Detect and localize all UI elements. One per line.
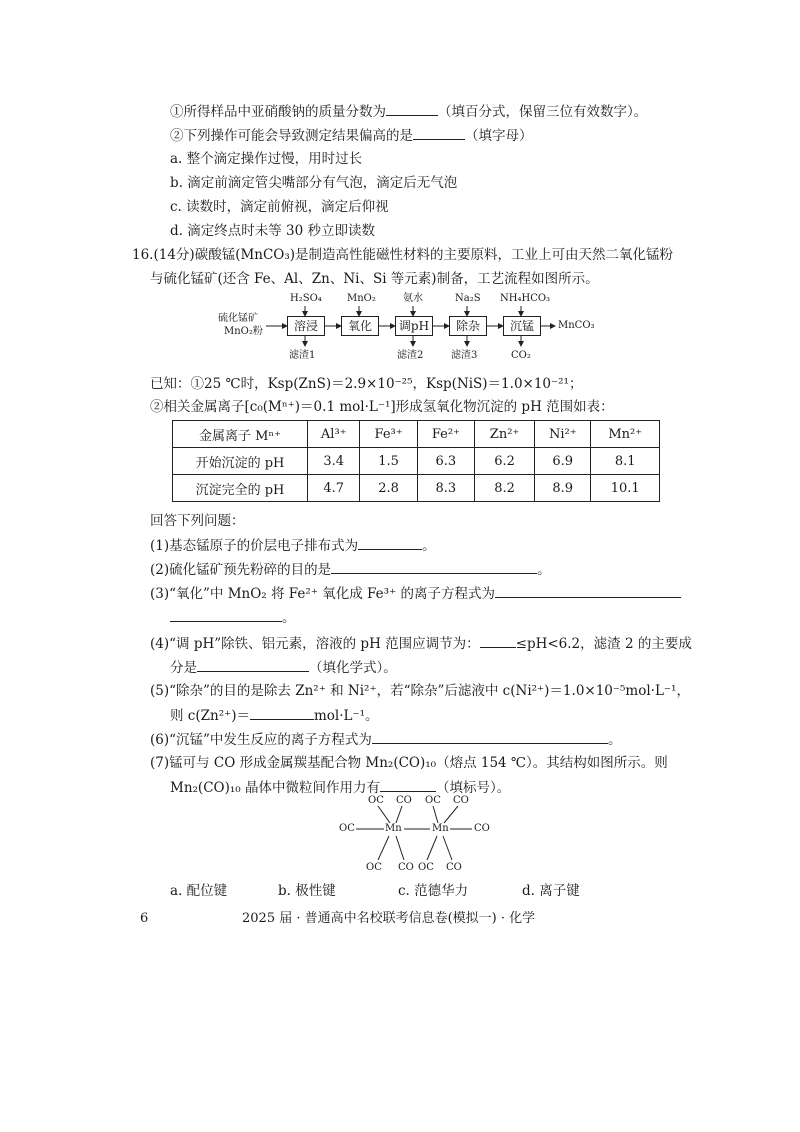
table-cell: 1.5 bbox=[360, 448, 417, 475]
table-cell: 8.2 bbox=[475, 475, 535, 502]
subquestion-7-cont: Mn₂(CO)₁₀ 晶体中微粒间作用力有 （填标号）。 bbox=[170, 780, 511, 796]
q16-intro-line2: 与硫化锰矿(还含 Fe、Al、Zn、Ni、Si 等元素)制备，工艺流程如图所示。 bbox=[150, 271, 599, 287]
ligand-oc: OC bbox=[425, 795, 441, 806]
table-cell: Al³⁺ bbox=[308, 421, 360, 448]
table-cell: 沉淀完全的 pH bbox=[173, 475, 308, 502]
flow-reagent-ammonia: 氨水 bbox=[403, 293, 423, 304]
subquestion-3-cont: 。 bbox=[170, 608, 296, 627]
subquestion-1: (1)基态锰原子的价层电子排布式为 。 bbox=[150, 538, 436, 554]
table-cell: 8.9 bbox=[535, 475, 591, 502]
ligand-co: CO bbox=[446, 862, 462, 873]
ligand-oc: OC bbox=[366, 862, 382, 873]
flow-reagent-nh4hco3: NH₄HCO₃ bbox=[500, 293, 551, 304]
ligand-oc: OC bbox=[368, 795, 384, 806]
flow-input-mno2: MnO₂粉 bbox=[224, 326, 263, 337]
q16-known-2: ②相关金属离子[c₀(Mⁿ⁺)＝0.1 mol·L⁻¹]形成氢氧化物沉淀的 pH 范围如表： bbox=[150, 399, 614, 415]
table-cell: 2.8 bbox=[360, 475, 417, 502]
flow-byproduct-co2: CO₂ bbox=[511, 350, 531, 361]
ligand-co: CO bbox=[396, 795, 412, 806]
q15-option-a: a. 整个滴定操作过慢，用时过长 bbox=[170, 151, 363, 167]
table-cell: 8.1 bbox=[591, 448, 660, 475]
subquestion-2: (2)硫化锰矿预先粉碎的目的是 。 bbox=[150, 562, 551, 578]
flow-reagent-mno2: MnO₂ bbox=[347, 293, 376, 304]
ligand-co: CO bbox=[398, 862, 414, 873]
metal-mn-right: Mn bbox=[432, 823, 449, 834]
flow-residue-3: 滤渣3 bbox=[451, 350, 478, 361]
flow-input-ore: 硫化锰矿 bbox=[218, 313, 258, 324]
table-cell: 8.3 bbox=[417, 475, 474, 502]
subquestion-4-cont: 分是 （填化学式）。 bbox=[170, 660, 397, 676]
flow-reagent-na2s: Na₂S bbox=[455, 293, 481, 304]
q15-option-c: c. 读数时，滴定前俯视，滴定后仰视 bbox=[170, 199, 389, 215]
flow-step-purify: 除杂 bbox=[449, 316, 487, 336]
subquestion-4: (4)“调 pH”除铁、铝元素，溶液的 pH 范围应调节为： ≤pH<6.2，滤渣 2 的主要成 bbox=[150, 636, 692, 652]
ligand-co: CO bbox=[453, 795, 469, 806]
table-cell: Fe²⁺ bbox=[417, 421, 474, 448]
flow-step-oxidation: 氧化 bbox=[341, 316, 379, 336]
flow-step-leaching: 溶浸 bbox=[287, 316, 325, 336]
flow-residue-2: 滤渣2 bbox=[397, 350, 424, 361]
table-cell: 4.7 bbox=[308, 475, 360, 502]
table-cell: 6.3 bbox=[417, 448, 474, 475]
table-cell: 金属离子 Mⁿ⁺ bbox=[173, 421, 308, 448]
flow-product: MnCO₃ bbox=[558, 320, 595, 331]
flow-step-precipitate: 沉锰 bbox=[503, 316, 541, 336]
answer-prompt: 回答下列问题： bbox=[150, 513, 245, 529]
q16-known-1: 已知：①25 ℃时，Ksp(ZnS)＝2.9×10⁻²⁵，Ksp(NiS)＝1.0×10⁻²¹； bbox=[150, 376, 583, 392]
table-cell: 开始沉淀的 pH bbox=[173, 448, 308, 475]
table-cell: Zn²⁺ bbox=[475, 421, 535, 448]
page-number: 6 bbox=[140, 911, 149, 926]
ligand-oc: OC bbox=[418, 862, 434, 873]
table-cell: Mn²⁺ bbox=[591, 421, 660, 448]
table-cell: 10.1 bbox=[591, 475, 660, 502]
table-cell: 6.2 bbox=[475, 448, 535, 475]
q15-option-b: b. 滴定前滴定管尖嘴部分有气泡，滴定后无气泡 bbox=[170, 175, 458, 191]
flow-step-adjust-ph: 调pH bbox=[395, 316, 433, 336]
subquestion-6: (6)“沉锰”中发生反应的离子方程式为 。 bbox=[150, 732, 622, 748]
subquestion-5-cont: 则 c(Zn²⁺)＝ mol·L⁻¹。 bbox=[170, 708, 379, 724]
option-c: c. 范德华力 bbox=[398, 883, 469, 899]
q16-intro-line1: 16.(14分)碳酸锰(MnCO₃)是制造高性能磁性材料的主要原料，工业上可由天然二氧化锰粉 bbox=[132, 247, 674, 263]
option-b: b. 极性键 bbox=[278, 883, 336, 899]
table-cell: 6.9 bbox=[535, 448, 591, 475]
subquestion-5: (5)“除杂”的目的是除去 Zn²⁺ 和 Ni²⁺，若“除杂”后滤液中 c(Ni²⁺)＝1.0×10⁻⁵mol·L⁻¹， bbox=[150, 683, 690, 699]
footer-title: 2025 届 · 普通高中名校联考信息卷(模拟一) · 化学 bbox=[242, 911, 536, 926]
flow-reagent-h2so4: H₂SO₄ bbox=[290, 293, 322, 304]
q15-part1: ①所得样品中亚硝酸钠的质量分数为 （填百分式，保留三位有效数字）。 bbox=[170, 104, 648, 120]
option-d: d. 离子键 bbox=[522, 883, 580, 899]
option-a: a. 配位键 bbox=[170, 883, 228, 899]
ligand-co: CO bbox=[474, 823, 490, 834]
ligand-oc: OC bbox=[339, 823, 355, 834]
subquestion-7: (7)锰可与 CO 形成金属羰基配合物 Mn₂(CO)₁₀（熔点 154 ℃）。其结构如图所示。则 bbox=[150, 755, 668, 771]
q15-option-d: d. 滴定终点时未等 30 秒立即读数 bbox=[170, 223, 375, 239]
table-cell: Ni²⁺ bbox=[535, 421, 591, 448]
flow-residue-1: 滤渣1 bbox=[289, 350, 316, 361]
table-cell: 3.4 bbox=[308, 448, 360, 475]
q15-part2: ②下列操作可能会导致测定结果偏高的是 （填字母） bbox=[170, 128, 533, 144]
table-cell: Fe³⁺ bbox=[360, 421, 417, 448]
metal-mn-left: Mn bbox=[385, 823, 402, 834]
subquestion-3: (3)“氧化”中 MnO₂ 将 Fe²⁺ 氧化成 Fe³⁺ 的离子方程式为 bbox=[150, 584, 681, 603]
